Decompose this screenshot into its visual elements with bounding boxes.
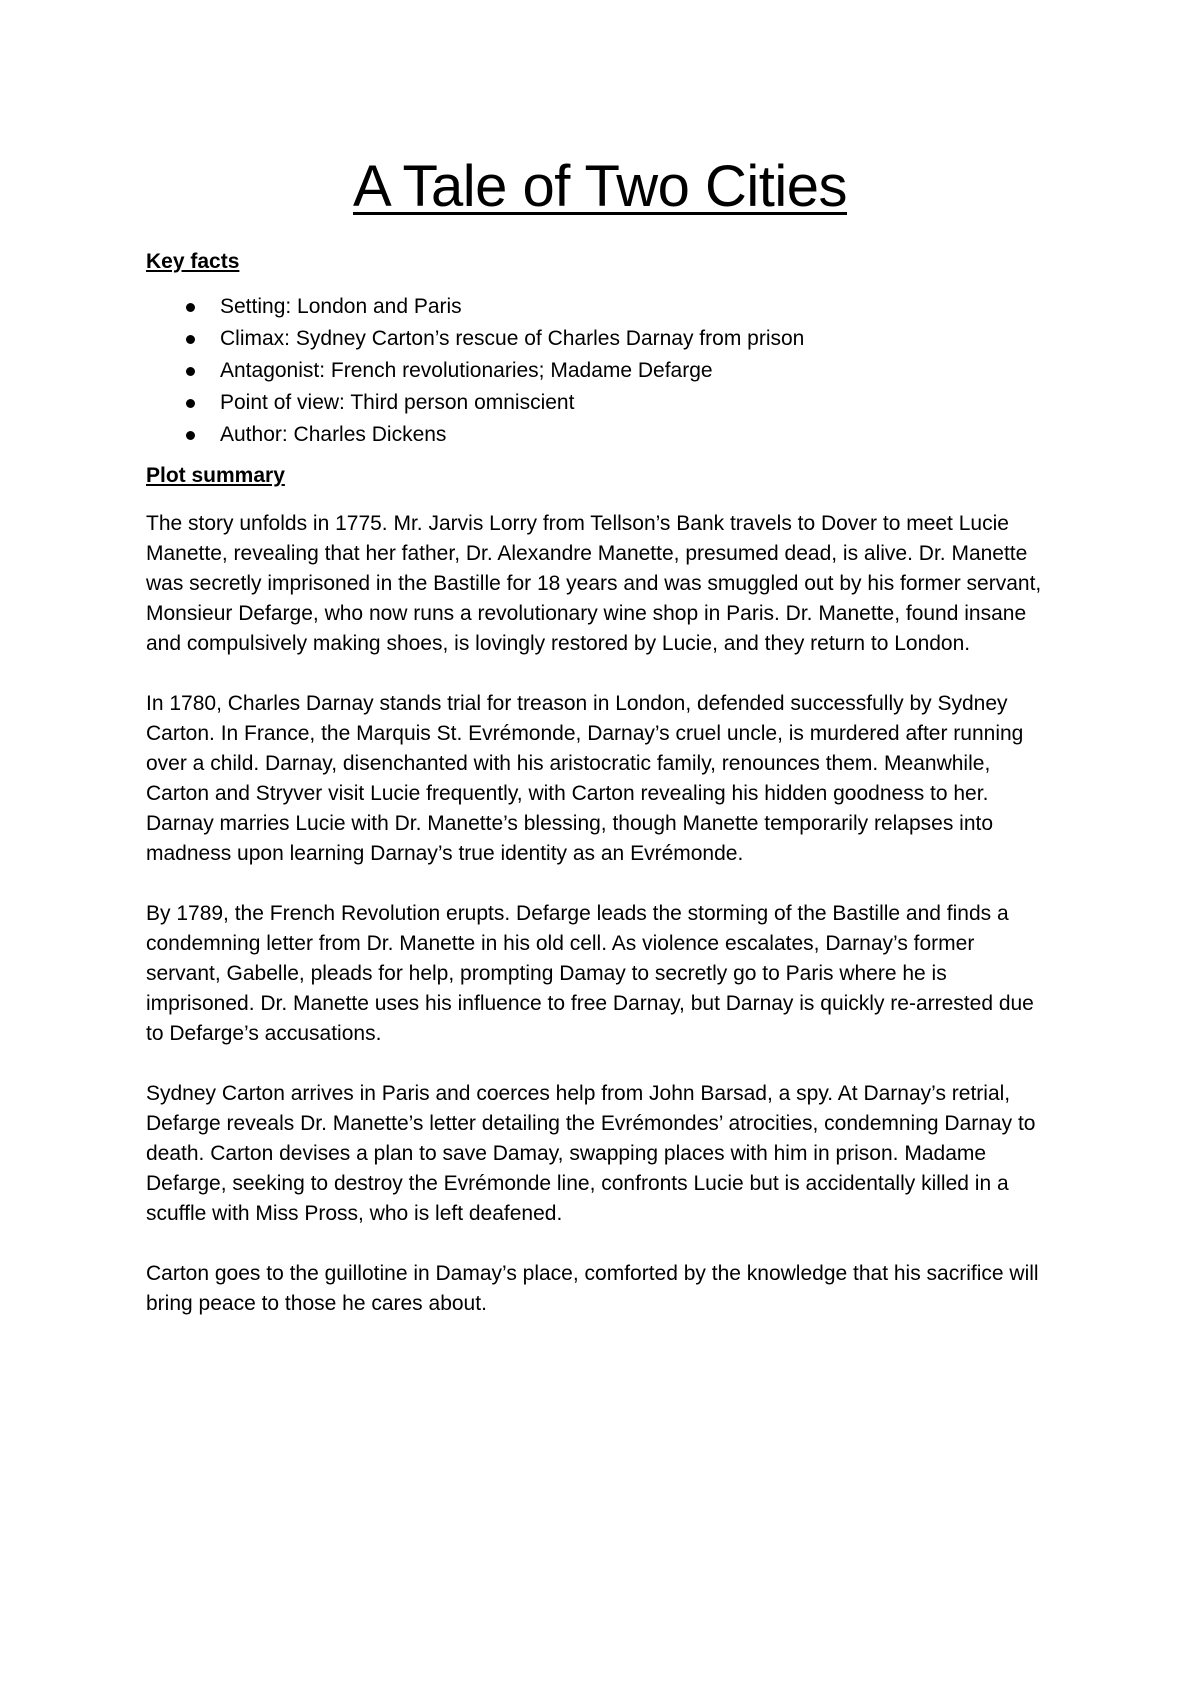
key-fact-text: Antagonist: French revolutionaries; Madame Defarge — [220, 358, 713, 382]
document-title: A Tale of Two Cities — [352, 154, 848, 219]
key-fact-item — [186, 323, 1054, 355]
bullet-icon — [186, 303, 195, 312]
bullet-icon — [186, 367, 195, 376]
key-fact-text: Setting: London and Paris — [220, 294, 462, 318]
summary-paragraph: The story unfolds in 1775. Mr. Jarvis Lorry from Tellson’s Bank travels to Dover to meet Lucie Manette, revealing that her father, Dr. Alexandre Manette, presumed dead, is alive. Dr. Manette was secretly imprisoned in the Bastille for 18 years and was smuggled out by his former servant, Monsieur Defarge, who now runs a revolutionary wine shop in Paris. Dr. Manette, found insane and compulsively making shoes, is lovingly restored by Lucie, and they return to London. — [146, 511, 1042, 655]
key-fact-item — [186, 355, 1054, 387]
bullet-icon — [186, 399, 195, 408]
key-fact-item — [186, 419, 1054, 451]
key-fact-text: Point of view: Third person omniscient — [220, 390, 575, 414]
bullet-icon — [186, 335, 195, 344]
key-fact-text: Climax: Sydney Carton’s rescue of Charles Darnay from prison — [220, 326, 805, 350]
key-facts-heading: Key facts — [146, 249, 240, 273]
summary-paragraph: By 1789, the French Revolution erupts. Defarge leads the storming of the Bastille and finds a condemning letter from Dr. Manette in his old cell. As violence escalates, Darnay’s former servant, Gabelle, pleads for help, prompting Damay to secretly go to Paris where he is imprisoned. Dr. Manette uses his influence to free Darnay, but Darnay is quickly re-arrested due to Defarge’s accusations. — [146, 901, 1034, 1045]
key-facts-list — [146, 291, 1054, 451]
summary-paragraph: In 1780, Charles Darnay stands trial for treason in London, defended successfully by Sydney Carton. In France, the Marquis St. Evrémonde, Darnay’s cruel uncle, is murdered after running over a child. Darnay, disenchanted with his aristocratic family, renounces them. Meanwhile, Carton and Stryver visit Lucie frequently, with Carton revealing his hidden goodness to her. Darnay marries Lucie with Dr. Manette’s blessing, though Manette temporarily relapses into madness upon learning Darnay’s true identity as an Evrémonde. — [146, 691, 1024, 865]
plot-summary-heading: Plot summary — [146, 463, 285, 487]
key-fact-item — [186, 291, 1054, 323]
plot-summary-body — [146, 509, 1054, 1319]
bullet-icon — [186, 431, 195, 440]
key-fact-text: Author: Charles Dickens — [220, 422, 447, 446]
summary-paragraph: Sydney Carton arrives in Paris and coerces help from John Barsad, a spy. At Darnay’s retrial, Defarge reveals Dr. Manette’s letter detailing the Evrémondes’ atrocities, condemning Darnay to death. Carton devises a plan to save Damay, swapping places with him in prison. Madame Defarge, seeking to destroy the Evrémonde line, confronts Lucie but is accidentally killed in a scuffle with Miss Pross, who is left deafened. — [146, 1081, 1036, 1225]
summary-paragraph: Carton goes to the guillotine in Damay’s place, comforted by the knowledge that his sacrifice will bring peace to those he cares about. — [146, 1261, 1039, 1315]
key-fact-item — [186, 387, 1054, 419]
